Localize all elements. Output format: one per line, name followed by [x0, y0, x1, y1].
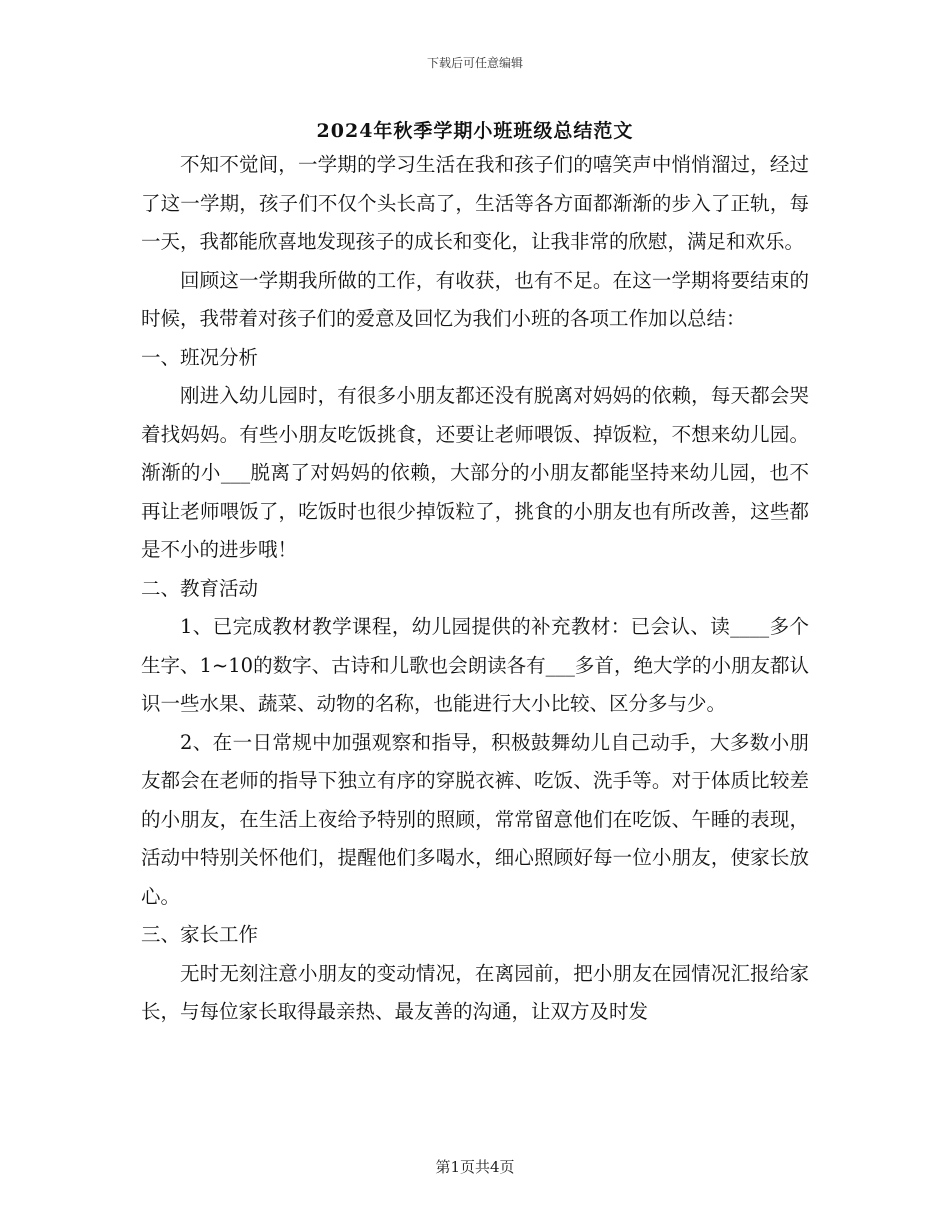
page-footer: 第1页共4页 — [435, 1158, 515, 1176]
section-heading-class-analysis: 一、班况分析 — [141, 345, 259, 369]
header-note: 下载后可任意编辑 — [426, 56, 523, 70]
document-title: 2024年秋季学期小班班级总结范文 — [316, 120, 634, 142]
paragraph-review: 回顾这一学期我所做的工作，有收获，也有不足。在这一学期将要结束的时候，我带着对孩子们的爱意及回忆为我们小班的各项工作加以总结： — [141, 268, 809, 330]
paragraph-education-1: 1、已完成教材教学课程，幼儿园提供的补充教材：已会认、读____多个生字、1~10的数字、古诗和儿歌也会朗读各有___多首，绝大学的小朋友都认识一些水果、蔬菜、动物的名称，也能进行大小比较、区分多与少。 — [141, 615, 809, 715]
paragraph-intro: 不知不觉间，一学期的学习生活在我和孩子们的嘻笑声中悄悄溜过，经过了这一学期，孩子们不仅个头长高了，生活等各方面都渐渐的步入了正轨，每一天，我都能欣喜地发现孩子的成长和变化，让我非常的欣慰，满足和欢乐。 — [141, 153, 809, 253]
document-body — [141, 146, 809, 1032]
section-heading-parents: 三、家长工作 — [141, 923, 259, 946]
section-heading-education: 二、教育活动 — [141, 576, 259, 600]
paragraph-education-2: 2、在一日常规中加强观察和指导，积极鼓舞幼儿自己动手，大多数小朋友都会在老师的指导下独立有序的穿脱衣裤、吃饭、洗手等。对于体质比较差的小朋友，在生活上夜给予特别的照顾，常常留意他们在吃饭、午睡的表现，活动中特别关怀他们，提醒他们多喝水，细心照顾好每一位小朋友，使家长放心。 — [141, 730, 809, 908]
paragraph-class-analysis: 刚进入幼儿园时，有很多小朋友都还没有脱离对妈妈的依赖，每天都会哭着找妈妈。有些小朋友吃饭挑食，还要让老师喂饭、掉饭粒，不想来幼儿园。渐渐的小___脱离了对妈妈的依赖，大部分的小朋友都能坚持来幼儿园，也不再让老师喂饭了，吃饭时也很少掉饭粒了，挑食的小朋友也有所改善，这些都是不小的进步哦！ — [141, 384, 809, 561]
paragraph-parents: 无时无刻注意小朋友的变动情况，在离园前，把小朋友在园情况汇报给家长，与每位家长取得最亲热、最友善的沟通，让双方及时发 — [141, 961, 809, 1023]
